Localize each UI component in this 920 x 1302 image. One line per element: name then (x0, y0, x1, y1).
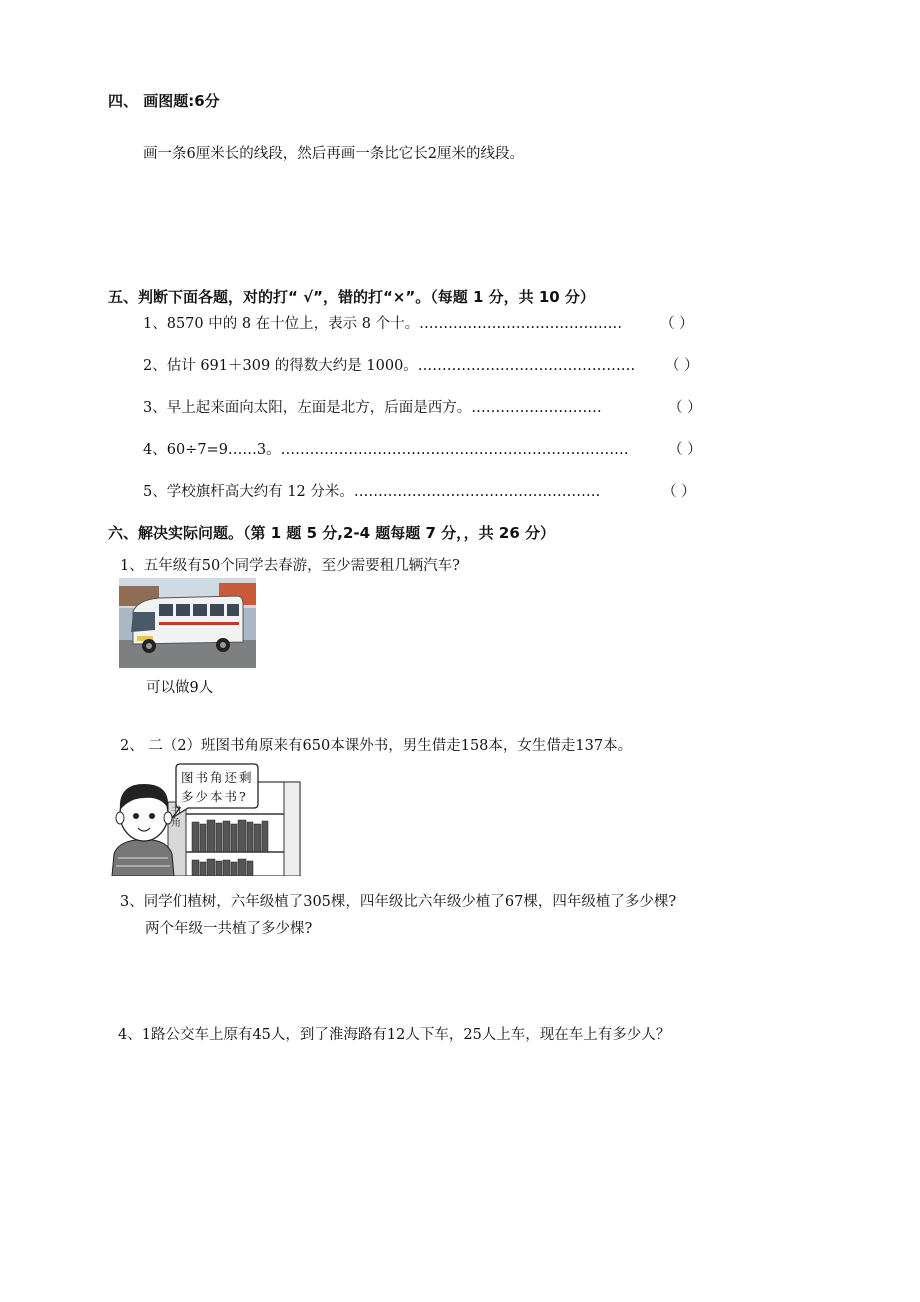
judge-item-3: 3、早上起来面向太阳，左面是北方，后面是西方。……………………… (143, 400, 602, 416)
judge-item-1: 1、8570 中的 8 在十位上，表示 8 个十。…………………………………… (143, 316, 623, 332)
section4-question: 画一条6厘米长的线段，然后再画一条比它长2厘米的线段。 (143, 146, 524, 162)
judge-item-2: 2、估计 691＋309 的得数大约是 1000。……………………………………… (143, 358, 636, 374)
answer-paren-3[interactable]: （ ） (668, 400, 702, 416)
answer-paren-5[interactable]: （ ） (662, 484, 696, 500)
section6-title: 六、解决实际问题。（第 1 题 5 分,2-4 题每题 7 分，，共 26 分） (108, 524, 555, 542)
problem-1-text: 1、五年级有50个同学去春游，至少需要租几辆汽车? (120, 558, 460, 574)
speech-bubble-line1: 图书角还剩 (181, 770, 254, 785)
problem-3-line2: 两个年级一共植了多少棵? (145, 921, 313, 937)
speech-bubble-line2: 多少本书? (181, 789, 248, 804)
judge-item-4: 4、60÷7=9……3。……………………………………………………………… (143, 442, 629, 458)
section4-title: 四、 画图题:6分 (108, 92, 220, 110)
problem-2-text: 2、 二（2）班图书角原来有650本课外书，男生借走158本，女生借走137本。 (120, 738, 633, 754)
bus-image (119, 578, 256, 668)
problem-3-line1: 3、同学们植树，六年级植了305棵，四年级比六年级少植了67棵，四年级植了多少棵? (120, 894, 677, 910)
problem-1-note: 可以做9人 (146, 680, 214, 696)
problem-4-text: 4、1路公交车上原有45人，到了淮海路有12人下车，25人上车，现在车上有多少人？ (118, 1027, 671, 1043)
judge-item-5: 5、学校旗杆高大约有 12 分米。…………………………………………… (143, 484, 601, 500)
answer-paren-4[interactable]: （ ） (668, 442, 702, 458)
shelf-label: 书角 (171, 806, 181, 829)
answer-paren-1[interactable]: （ ） (660, 316, 694, 332)
section5-title: 五、判断下面各题，对的打“ √”，错的打“×”。（每题 1 分，共 10 分） (108, 288, 595, 306)
answer-paren-2[interactable]: （ ） (665, 358, 699, 374)
